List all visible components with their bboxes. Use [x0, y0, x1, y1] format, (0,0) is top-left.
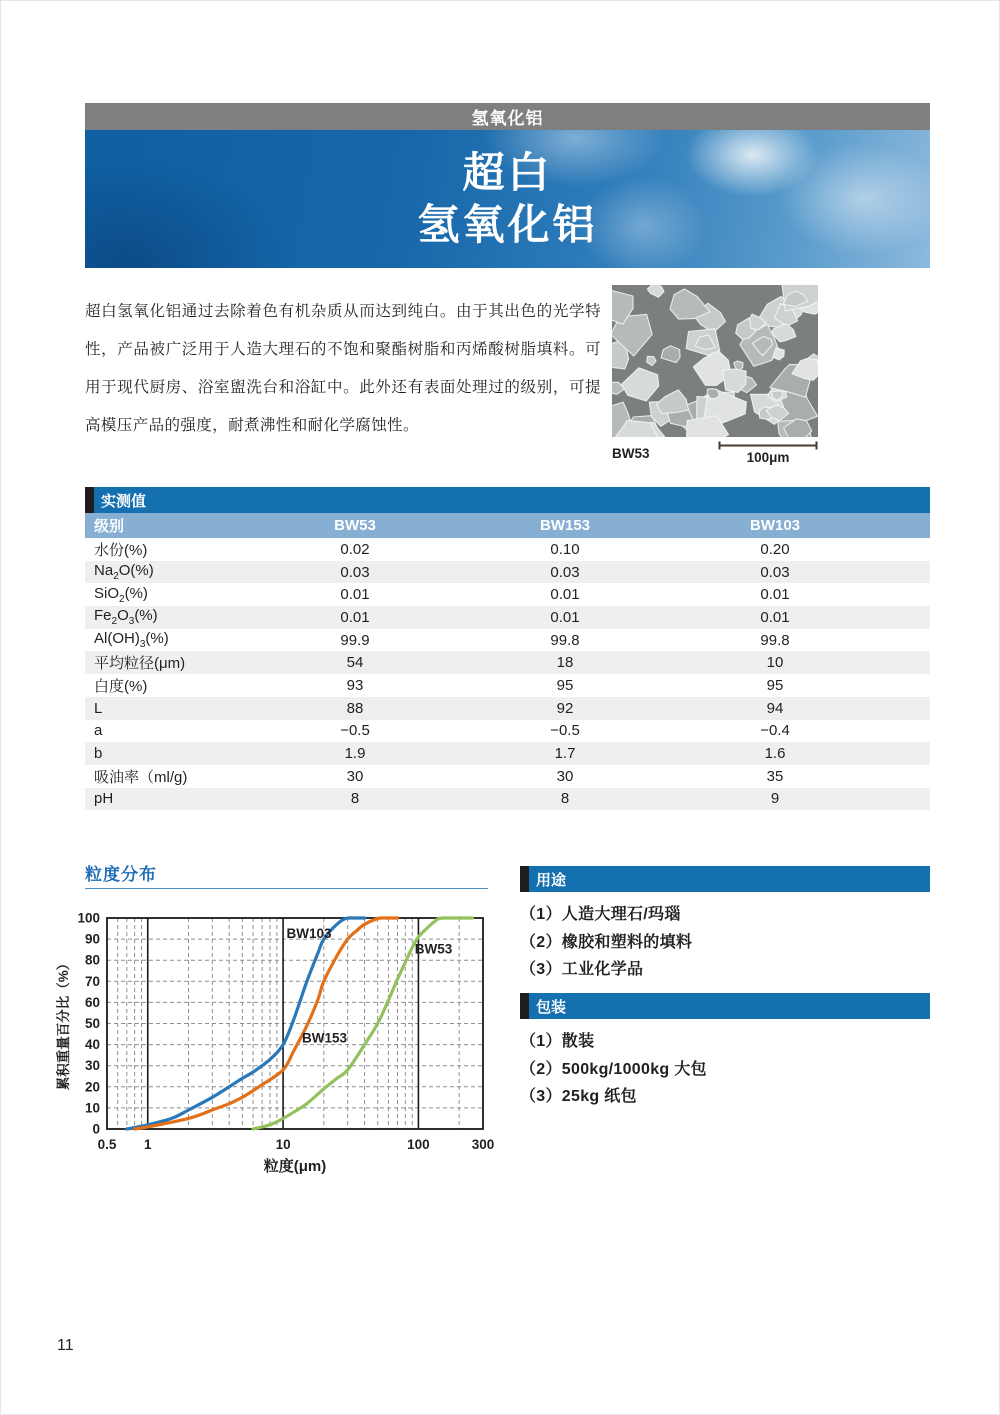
- series-label-BW53: BW53: [414, 941, 453, 957]
- filler-cell: [880, 561, 930, 584]
- table-row: [85, 697, 930, 720]
- svg-text:粒度(μm): 粒度(μm): [263, 1158, 327, 1175]
- packaging-section: [520, 993, 930, 1111]
- applications-section: [520, 866, 930, 984]
- cell-value: 0.01: [340, 608, 370, 626]
- cell-value: 0.03: [340, 563, 370, 581]
- svg-text:10: 10: [275, 1137, 291, 1152]
- cell-value: 95: [556, 676, 574, 694]
- cell-value: 99.8: [760, 631, 790, 649]
- filler-cell: [880, 720, 930, 743]
- cell-value: 88: [346, 699, 364, 717]
- row-label: $Al(OH)_3(\%)$: [94, 630, 169, 651]
- svg-text:累积重量百分比（%）: 累积重量百分比（%）: [56, 956, 71, 1091]
- svg-text:100: 100: [407, 1137, 430, 1152]
- scale-bar: [718, 441, 818, 450]
- column-header-bw53: BW53: [334, 517, 376, 534]
- page-number: 11: [57, 1337, 74, 1354]
- row-label: $Fe_2O_3(\%)$: [94, 607, 158, 628]
- cell-value: 0.02: [340, 540, 370, 558]
- chart-series-BW103: [127, 918, 365, 1129]
- cell-value: 0.01: [340, 586, 370, 604]
- filler-cell: [880, 651, 930, 674]
- table-row: [85, 629, 930, 652]
- chart-series-BW153: [135, 918, 398, 1129]
- measured-values-title: 实测值: [101, 492, 147, 510]
- cell-value: 1.9: [344, 745, 366, 763]
- table-row: [85, 788, 930, 811]
- cell-value: 54: [346, 654, 364, 672]
- list-item: （1）散装: [520, 1033, 595, 1050]
- banner-category-bar: 氢氧化铝: [85, 103, 930, 130]
- applications-header: [520, 866, 930, 892]
- svg-text:60: 60: [84, 994, 100, 1010]
- banner: [85, 103, 930, 268]
- table-row: [85, 765, 930, 788]
- cell-value: 99.8: [550, 631, 580, 649]
- column-header-bw153: BW153: [539, 517, 591, 534]
- cell-value: 0.01: [760, 586, 790, 604]
- cell-value: 92: [556, 699, 574, 717]
- psd-title-rule: [85, 888, 488, 889]
- filler-cell: [880, 629, 930, 652]
- cell-value: 8: [560, 790, 570, 808]
- measured-values-tbody: [85, 538, 930, 810]
- header-accent-mark: [85, 487, 94, 513]
- table-row: [85, 742, 930, 765]
- cell-value: 93: [346, 676, 364, 694]
- filler-cell: [880, 606, 930, 629]
- table-row: [85, 561, 930, 584]
- filler-cell: [880, 765, 930, 788]
- list-item: （2）橡胶和塑料的填料: [520, 933, 693, 951]
- svg-text:300: 300: [471, 1137, 495, 1152]
- list-item: （1）人造大理石/玛瑙: [520, 906, 681, 923]
- cell-value: 0.01: [550, 608, 580, 626]
- sem-figure: [612, 285, 818, 465]
- row-label: 吸油率（ml/g): [94, 768, 188, 786]
- cell-value: 0.20: [760, 540, 790, 558]
- row-label: $Na_2O(\%)$: [94, 562, 154, 583]
- cell-value: 0.01: [550, 586, 580, 604]
- svg-text:0: 0: [92, 1121, 100, 1137]
- cell-value: 18: [556, 654, 574, 672]
- scale-group: [718, 441, 818, 465]
- product-title-line2: 氢氧化铝: [417, 201, 598, 248]
- applications-title: 用途: [536, 871, 567, 889]
- grade-label: 级别: [94, 518, 125, 535]
- cell-value: 1.7: [554, 745, 576, 763]
- column-header-filler: [880, 513, 930, 538]
- packaging-title: 包装: [536, 998, 567, 1016]
- cell-value: 30: [556, 767, 574, 785]
- table-row: [85, 651, 930, 674]
- cell-value: 0.10: [550, 540, 580, 558]
- row-label: L: [94, 699, 103, 717]
- svg-text:80: 80: [84, 952, 100, 968]
- packaging-list: [520, 1028, 930, 1111]
- svg-text:10: 10: [84, 1100, 100, 1116]
- row-label: pH: [94, 790, 114, 808]
- cell-value: 94: [766, 699, 784, 717]
- svg-text:20: 20: [84, 1079, 100, 1095]
- cell-value: −0.5: [550, 722, 580, 740]
- filler-cell: [880, 788, 930, 811]
- cell-value: 99.9: [340, 631, 370, 649]
- list-item: （3）25kg 纸包: [520, 1088, 637, 1105]
- psd-svg: [55, 900, 500, 1175]
- filler-cell: [880, 583, 930, 606]
- row-label: b: [94, 745, 103, 763]
- cell-value: 0.03: [550, 563, 580, 581]
- header-accent-mark: [520, 866, 529, 892]
- sem-image: [612, 285, 818, 437]
- table-row: [85, 538, 930, 561]
- filler-cell: [880, 742, 930, 765]
- cell-value: 8: [350, 790, 360, 808]
- table-grade-row: [85, 513, 930, 538]
- header-accent-mark: [520, 993, 529, 1019]
- cell-value: 0.03: [760, 563, 790, 581]
- cell-value: 10: [766, 654, 784, 672]
- measured-values-section: [85, 487, 930, 810]
- column-header-bw103: BW103: [749, 517, 801, 534]
- sem-caption: [612, 441, 818, 465]
- cell-value: 0.01: [760, 608, 790, 626]
- psd-section-title: 粒度分布: [85, 865, 157, 884]
- scale-label: 100μm: [746, 450, 790, 465]
- packaging-header: [520, 993, 930, 1019]
- table-row: [85, 583, 930, 606]
- row-label: 白度(%): [94, 677, 148, 695]
- row-label: 水份(%): [94, 541, 148, 559]
- product-title: [85, 130, 930, 268]
- table-row: [85, 674, 930, 697]
- svg-text:70: 70: [84, 973, 100, 989]
- particle-size-chart: [55, 900, 500, 1175]
- sem-grade-label: BW53: [612, 446, 650, 461]
- filler-cell: [880, 697, 930, 720]
- row-label: SiO$_2$(%): [94, 584, 148, 605]
- table-row: [85, 606, 930, 629]
- cell-value: 1.6: [764, 745, 786, 763]
- measured-values-header: [85, 487, 930, 513]
- banner-photo: [85, 130, 930, 268]
- row-label: 平均粒径(μm): [94, 655, 186, 673]
- cell-value: 95: [766, 676, 784, 694]
- table-row: [85, 720, 930, 743]
- cell-value: 35: [766, 767, 784, 785]
- cell-value: −0.5: [340, 722, 370, 740]
- series-label-BW103: BW103: [286, 925, 332, 941]
- svg-text:40: 40: [84, 1037, 100, 1053]
- cell-value: 9: [770, 790, 780, 808]
- svg-text:100: 100: [77, 910, 100, 926]
- product-title-line1: 超白: [462, 149, 553, 196]
- svg-text:0.5: 0.5: [97, 1137, 117, 1152]
- intro-paragraph: 超白氢氧化铝通过去除着色有机杂质从而达到纯白。由于其出色的光学特性，产品被广泛用于人造大理石的不饱和聚酯树脂和丙烯酸树脂填料。可用于现代厨房、浴室盥洗台和浴缸中。此外还有表面处理过的级别，可提高模压产品的强度，耐煮沸性和耐化学腐蚀性。: [85, 302, 601, 434]
- cell-value: −0.4: [760, 722, 790, 740]
- filler-cell: [880, 674, 930, 697]
- list-item: （3）工业化学品: [520, 961, 644, 978]
- series-label-BW153: BW153: [302, 1030, 348, 1046]
- row-label: a: [94, 722, 103, 740]
- measured-values-table: [85, 513, 930, 810]
- svg-text:50: 50: [84, 1016, 100, 1031]
- svg-text:30: 30: [84, 1058, 100, 1074]
- svg-text:90: 90: [84, 931, 100, 947]
- applications-list: [520, 901, 930, 984]
- cell-value: 30: [346, 767, 364, 785]
- filler-cell: [880, 538, 930, 561]
- svg-text:1: 1: [143, 1137, 152, 1152]
- list-item: （2）500kg/1000kg 大包: [520, 1060, 707, 1078]
